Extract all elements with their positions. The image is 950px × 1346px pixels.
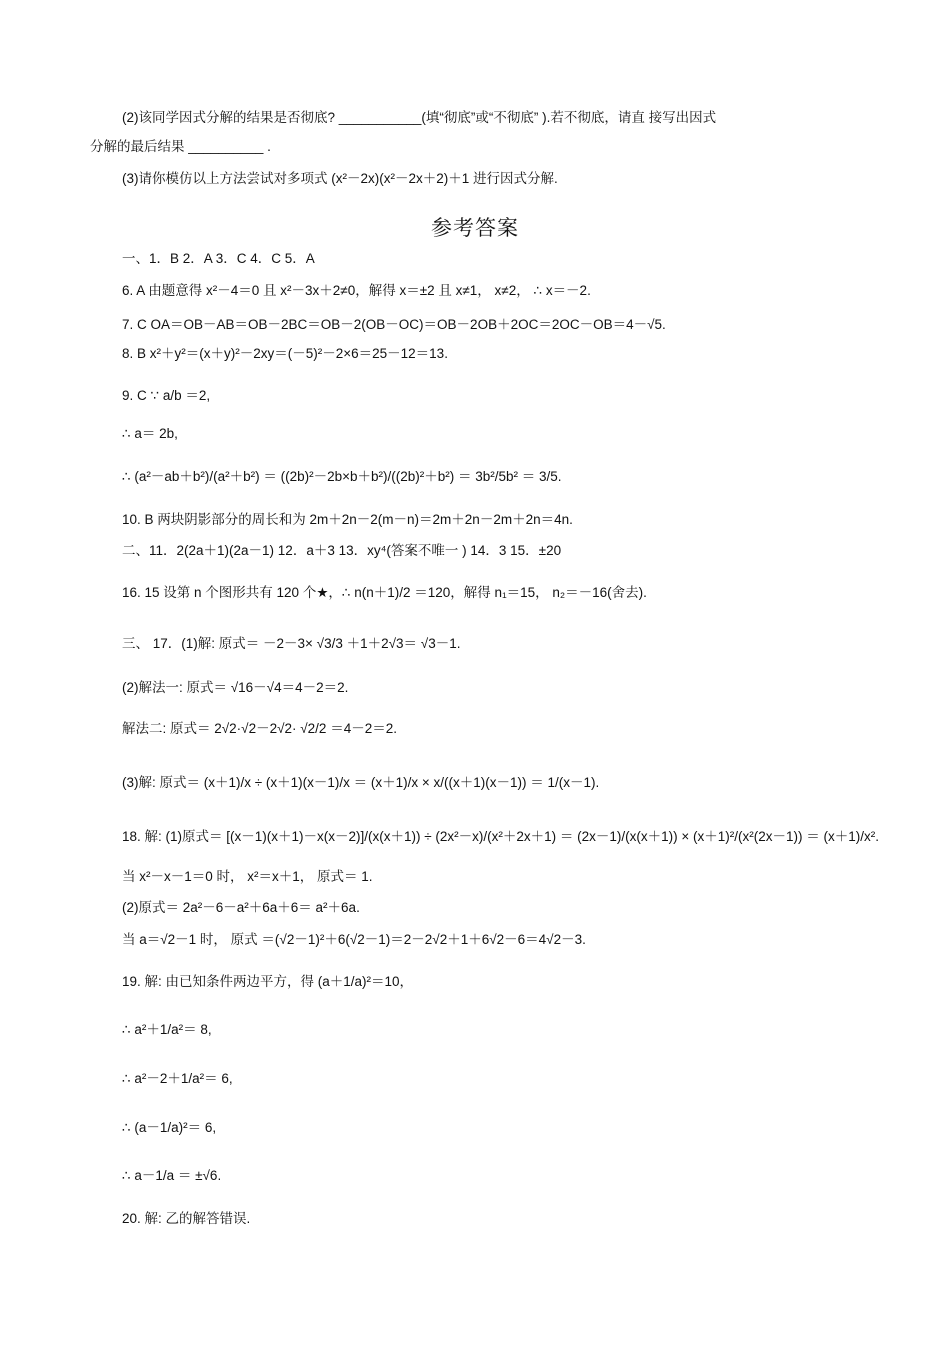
answer-line-4: 8. B x²＋y²＝(x＋y)²－2xy＝(－5)²－2×6＝25－12＝13. (122, 346, 448, 361)
answer-line-13: 解法二: 原式＝ 2√2·√2－2√2· √2/2 ＝4－2＝2. (122, 721, 397, 736)
answer-line-14: (3)解: 原式＝ (x＋1)/x ÷ (x＋1)(x－1)/x ＝ (x＋1)/x × x/((x＋1)(x－1)) ＝ 1/(x－1). (122, 775, 600, 790)
answer-line-3: 7. C OA＝OB－AB＝OB－2BC＝OB－2(OB－OC)＝OB－2OB＋2OC＝2OC－OB＝4－√5. (122, 317, 666, 332)
answer-line-1: 一、1．B 2．A 3．C 4．C 5．A (122, 251, 315, 266)
answer-line-6: ∴ a＝ 2b, (122, 426, 178, 441)
answer-line-16: 当 x²－x－1＝0 时， x²＝x＋1， 原式＝ 1. (122, 869, 373, 884)
answer-line-12: (2)解法一: 原式＝ √16－√4＝4－2＝2. (122, 680, 349, 695)
answer-line-11: 三、 17．(1)解: 原式＝ －2－3× √3/3 ＋1＋2√3＝ √3－1. (122, 636, 461, 651)
answer-line-5: 9. C ∵ a/b ＝2, (122, 388, 211, 403)
question-part2-line1: (2)该同学因式分解的结果是否彻底? ___________(填“彻底”或“不彻底” ).若不彻底，请直 接写出因式 (122, 110, 717, 125)
answer-line-23: ∴ a－1/a ＝ ±√6. (122, 1168, 222, 1183)
answer-line-22: ∴ (a－1/a)²＝ 6, (122, 1120, 217, 1135)
answer-line-21: ∴ a²－2＋1/a²＝ 6, (122, 1071, 233, 1086)
answer-line-17: (2)原式＝ 2a²－6－a²＋6a＋6＝ a²＋6a. (122, 900, 360, 915)
answer-line-24: 20. 解: 乙的解答错误. (122, 1211, 251, 1226)
answer-line-19: 19. 解: 由已知条件两边平方，得 (a＋1/a)²＝10， (122, 974, 414, 989)
answer-title: 参考答案 (431, 216, 519, 240)
answer-line-20: ∴ a²＋1/a²＝ 8, (122, 1022, 212, 1037)
answer-line-2: 6. A 由题意得 x²－4＝0 且 x²－3x＋2≠0，解得 x＝±2 且 x≠1， x≠2， ∴ x＝－2. (122, 283, 591, 298)
question-part2-line2: 分解的最后结果 __________ . (90, 139, 271, 154)
answer-line-7: ∴ (a²－ab＋b²)/(a²＋b²) ＝ ((2b)²－2b×b＋b²)/((2b)²＋b²) ＝ 3b²/5b² ＝ 3/5. (122, 469, 562, 484)
answer-line-9: 二、11．2(2a＋1)(2a－1) 12．a＋3 13．xy⁴(答案不唯一 ) 14．3 15．±20 (122, 543, 562, 558)
answer-line-8: 10. B 两块阴影部分的周长和为 2m＋2n－2(m－n)＝2m＋2n－2m＋2n＝4n. (122, 512, 573, 527)
answer-line-18: 当 a＝√2－1 时， 原式 ＝(√2－1)²＋6(√2－1)＝2－2√2＋1＋6√2－6＝4√2－3. (122, 932, 586, 947)
answer-line-10: 16. 15 设第 n 个图形共有 120 个★，∴ n(n＋1)/2 ＝120，解得 n₁＝15， n₂＝－16(舍去). (122, 585, 647, 600)
answer-line-15: 18. 解: (1)原式＝ [(x－1)(x＋1)－x(x－2)]/(x(x＋1)) ÷ (2x²－x)/(x²＋2x＋1) ＝ (2x－1)/(x(x＋1)) × (x＋1)²/(x²(2x－1)) ＝ (x＋1)/x². (122, 829, 880, 844)
question-part3: (3)请你模仿以上方法尝试对多项式 (x²－2x)(x²－2x＋2)＋1 进行因式分解. (122, 171, 558, 186)
